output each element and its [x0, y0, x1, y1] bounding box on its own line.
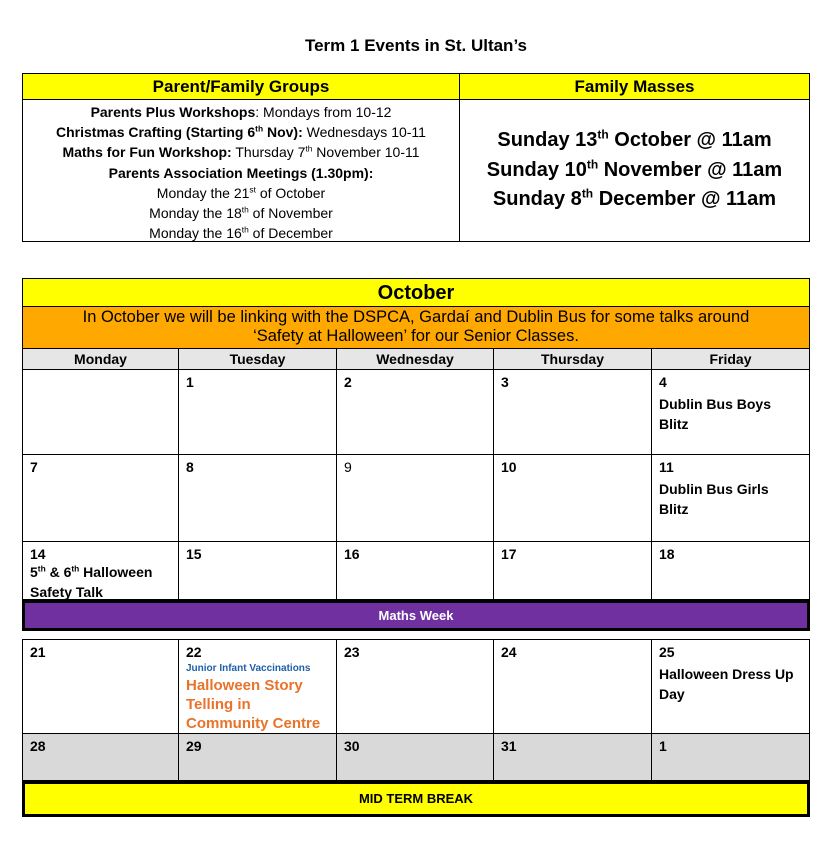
note-line-2: ‘Safety at Halloween’ for our Senior Classes.: [253, 327, 579, 345]
event-text: Dublin Bus Girls Blitz: [659, 481, 769, 517]
day-cell: 23: [337, 639, 494, 734]
day-cell: 2: [337, 370, 494, 455]
pa-meeting-november: Monday the 18th of November: [149, 204, 333, 222]
masses-header: Family Masses: [460, 74, 809, 100]
day-header-wednesday: Wednesday: [337, 349, 494, 370]
day-cell: 9: [337, 455, 494, 542]
day-cell: 31: [494, 734, 652, 781]
month-note: [22, 307, 810, 349]
note-line-1: In October we will be linking with the DSPCA, Gardaí and Dublin Bus for some talks around: [82, 308, 750, 326]
event-text: Halloween Dress Up Day: [659, 666, 794, 702]
groups-header: Parent/Family Groups: [23, 74, 460, 100]
event-text: 5th & 6th Halloween Safety Talk: [30, 563, 153, 600]
event-text: Dublin Bus Boys Blitz: [659, 396, 772, 432]
christmas-crafting-line: Christmas Crafting (Starting 6th Nov): Wednesdays 10-11: [56, 123, 426, 141]
day-cell: 4 Dublin Bus Boys Blitz: [652, 370, 810, 455]
maths-week-banner: Maths Week: [22, 600, 810, 631]
mass-december: Sunday 8th December @ 11am: [492, 186, 777, 210]
day-cell: 7: [22, 455, 179, 542]
vaccinations-text: Junior Infant Vaccinations: [186, 663, 311, 674]
day-cell: 8: [179, 455, 337, 542]
events-summary-table: [22, 73, 810, 242]
day-cell: 22 Junior Infant Vaccinations Halloween Story Telling in Community Centre: [179, 639, 337, 734]
day-cell: 18: [652, 542, 810, 600]
day-cell: 25 Halloween Dress Up Day: [652, 639, 810, 734]
day-cell: 28: [22, 734, 179, 781]
day-header-thursday: Thursday: [494, 349, 652, 370]
page-title: Term 1 Events in St. Ultan’s: [304, 36, 527, 55]
day-cell: 30: [337, 734, 494, 781]
day-cell: 24: [494, 639, 652, 734]
parents-association-line: Parents Association Meetings (1.30pm):: [108, 164, 374, 181]
mid-term-break-banner: MID TERM BREAK: [22, 781, 810, 817]
day-header-friday: Friday: [652, 349, 810, 370]
masses-list: [460, 126, 809, 215]
story-telling-text: Halloween Story Telling in Community Centre: [186, 677, 321, 732]
day-cell: 10: [494, 455, 652, 542]
day-cell: 1: [179, 370, 337, 455]
day-cell: 11 Dublin Bus Girls Blitz: [652, 455, 810, 542]
day-cell: 16: [337, 542, 494, 600]
mass-november: Sunday 10th November @ 11am: [486, 156, 783, 181]
day-cell: 17: [494, 542, 652, 600]
maths-for-fun-line: Maths for Fun Workshop: Thursday 7th November 10-11: [62, 143, 420, 161]
month-title: October: [22, 278, 810, 307]
day-cell: 29: [179, 734, 337, 781]
day-cell: 1: [652, 734, 810, 781]
day-cell: 15: [179, 542, 337, 600]
day-header-tuesday: Tuesday: [179, 349, 337, 370]
day-cell: 21: [22, 639, 179, 734]
pa-meeting-october: Monday the 21st of October: [156, 184, 326, 201]
parents-plus-line: Parents Plus Workshops: Mondays from 10-12: [90, 104, 392, 120]
pa-meeting-december: Monday the 16th of December: [149, 224, 333, 242]
day-cell: 14 5th & 6th Halloween Safety Talk: [22, 542, 179, 600]
day-cell: 3: [494, 370, 652, 455]
mass-october: Sunday 13th October @ 11am: [497, 127, 772, 151]
day-cell-empty: [22, 370, 179, 455]
groups-list: [23, 102, 459, 243]
day-header-monday: Monday: [22, 349, 179, 370]
